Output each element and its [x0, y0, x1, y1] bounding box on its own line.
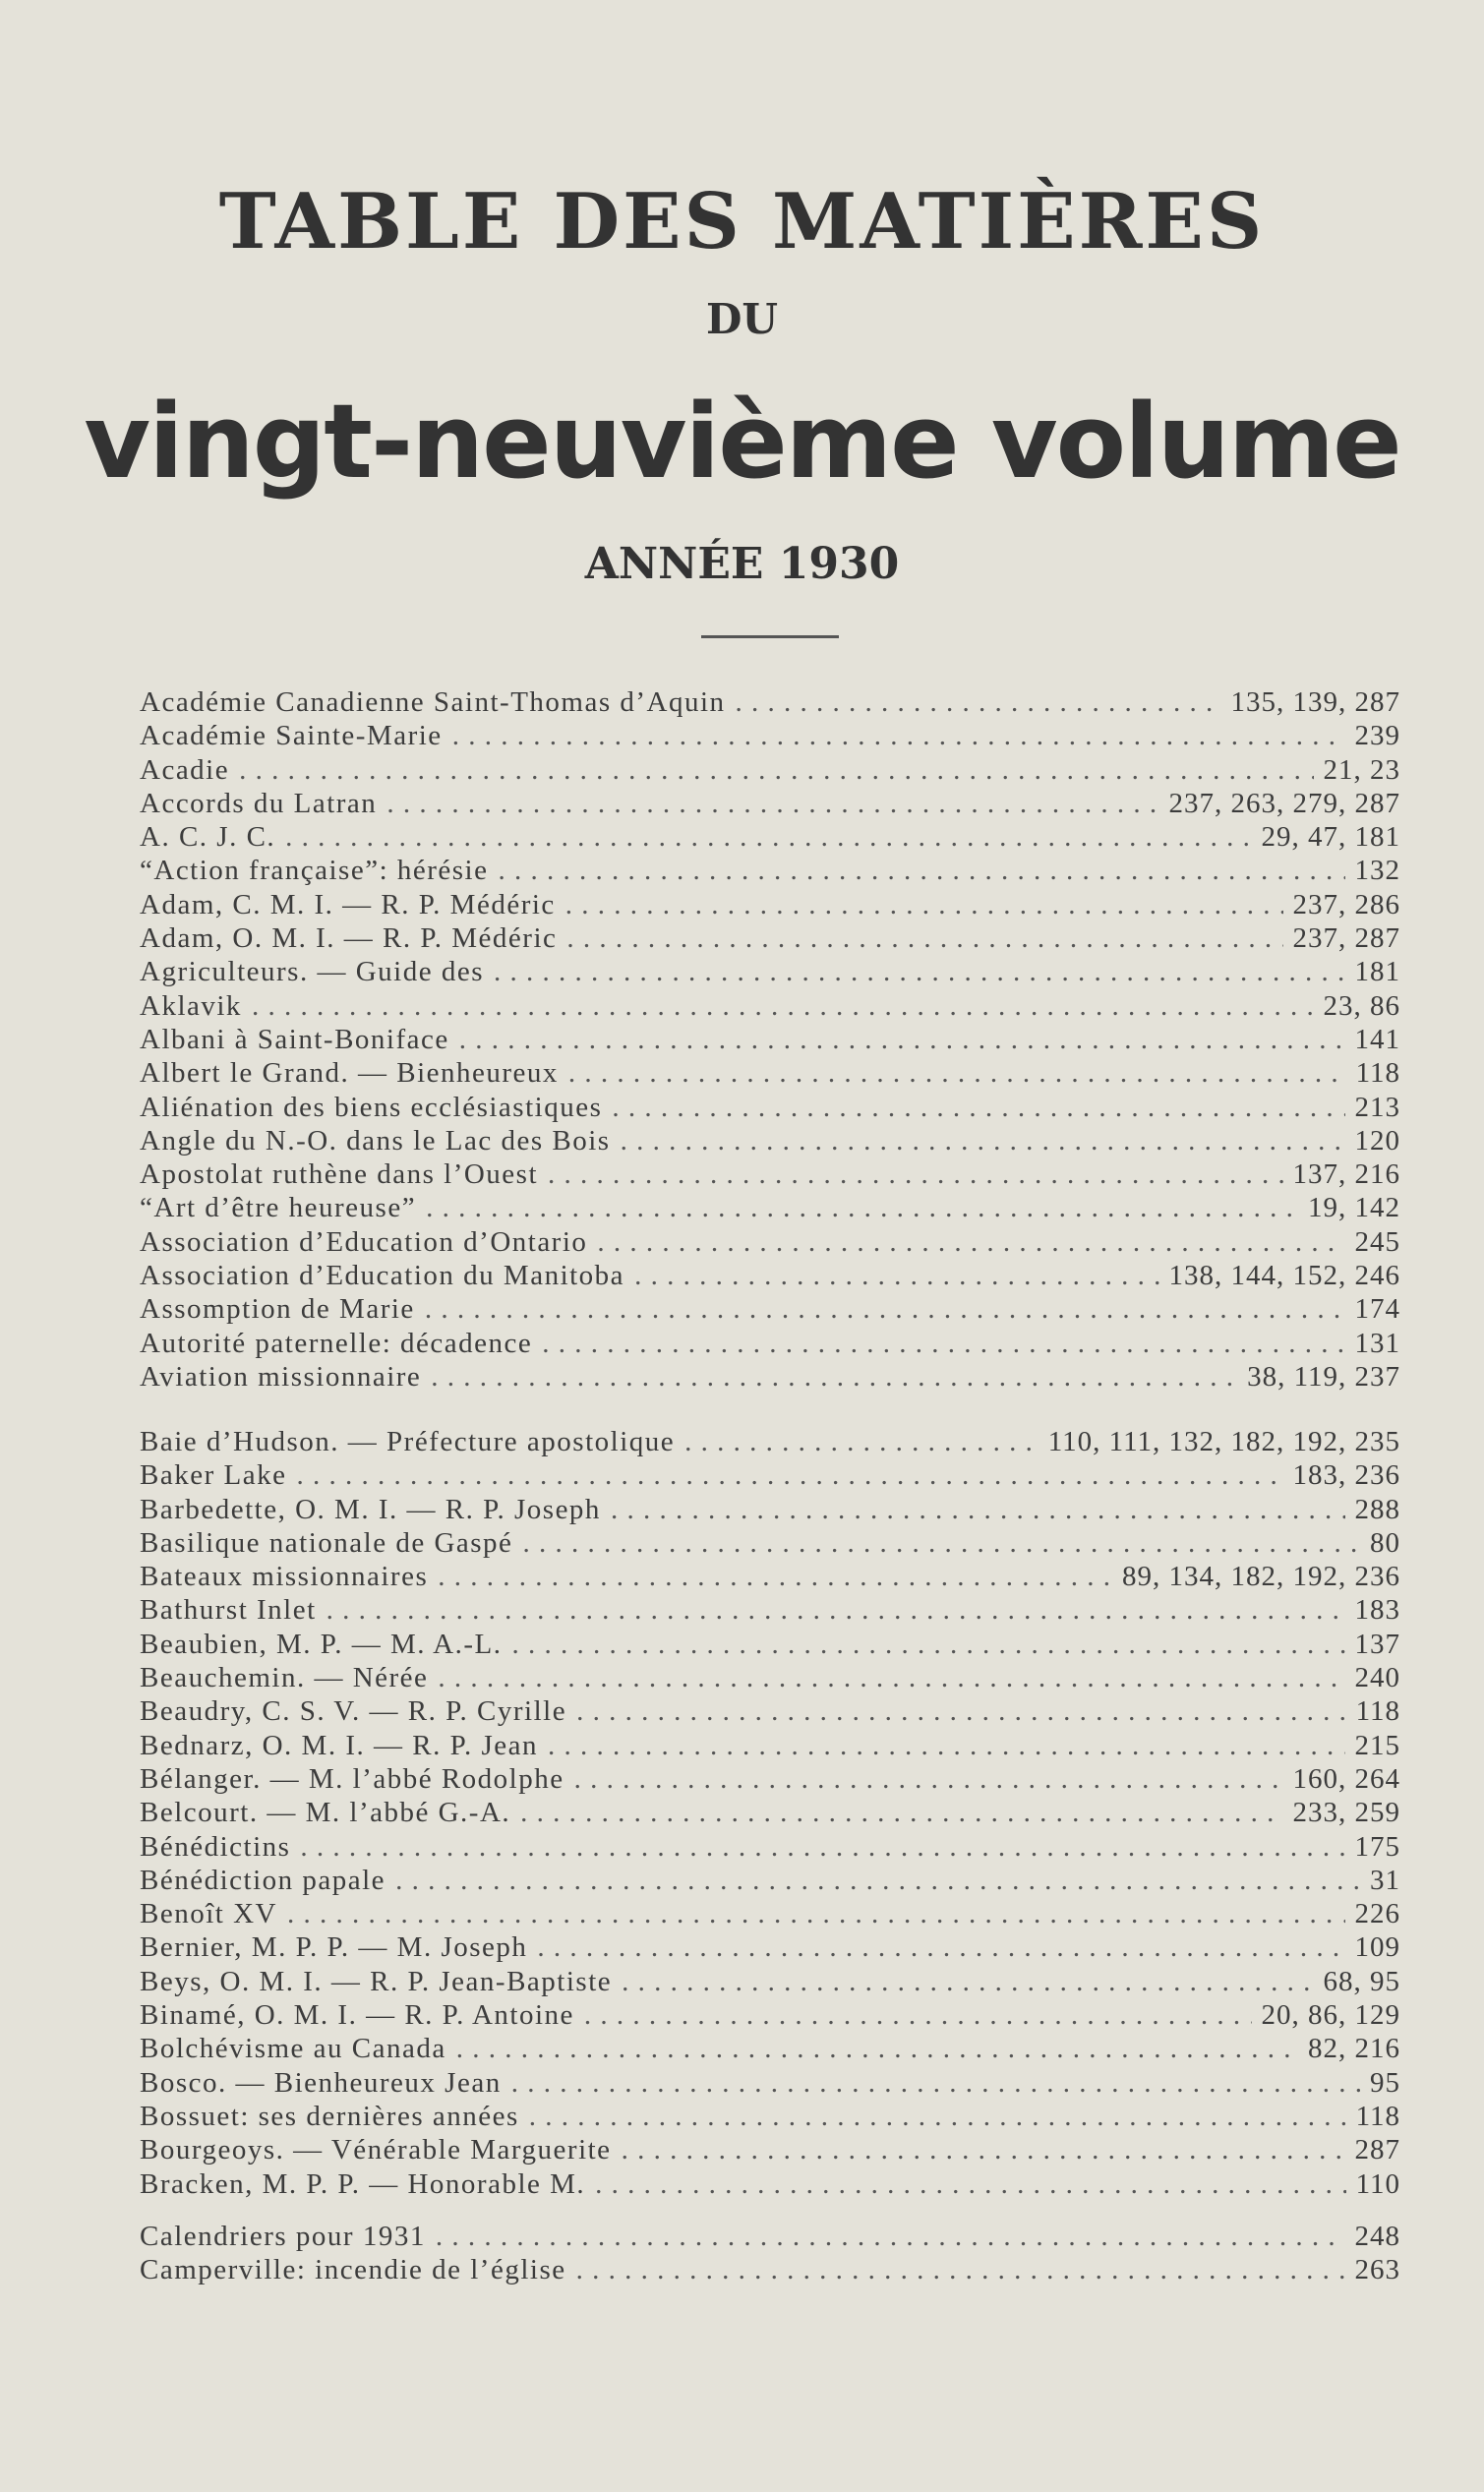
entry-page-numbers: 118	[1355, 2100, 1400, 2132]
entry-page-numbers: 233, 259	[1292, 1797, 1400, 1829]
index-entry	[140, 2168, 1400, 2202]
entry-page-numbers: 263	[1354, 2254, 1400, 2285]
dot-leader	[511, 1629, 1344, 1661]
entry-page-numbers: 38, 119, 237	[1247, 1360, 1400, 1393]
dot-leader	[611, 1494, 1345, 1526]
entry-page-numbers: 141	[1354, 1023, 1400, 1055]
entry-page-numbers: 137, 216	[1292, 1158, 1400, 1191]
dot-leader	[529, 2101, 1346, 2133]
entry-title: “Art d’être heureuse”	[140, 1192, 417, 1224]
index-entry	[140, 2134, 1400, 2167]
entry-title: Beaudry, C. S. V. — R. P. Cyrille	[140, 1695, 567, 1728]
entry-page-numbers: 213	[1354, 1091, 1400, 1123]
dot-leader	[511, 2067, 1360, 2100]
index-entry	[140, 1695, 1400, 1729]
entry-page-numbers: 109	[1354, 1931, 1400, 1964]
entry-page-numbers: 237, 263, 279, 287	[1168, 787, 1400, 819]
dot-leader	[622, 1966, 1313, 1998]
entry-title: Bernier, M. P. P. — M. Joseph	[140, 1931, 528, 1964]
entry-title: Association d’Education du Manitoba	[140, 1260, 625, 1292]
index-entry	[140, 956, 1400, 989]
dot-leader	[239, 754, 1313, 787]
index-entry	[140, 1494, 1400, 1527]
entry-page-numbers: 137	[1354, 1628, 1400, 1660]
dot-leader	[634, 1260, 1158, 1292]
entry-title: Belcourt. — M. l’abbé G.-A.	[140, 1797, 511, 1829]
entry-title: Baie d’Hudson. — Préfecture apostolique	[140, 1426, 676, 1457]
entry-title: Bossuet: ses dernières années	[140, 2100, 519, 2132]
entry-page-numbers: 89, 134, 182, 192, 236	[1122, 1561, 1400, 1593]
entry-title: Aklavik	[140, 989, 242, 1022]
entry-page-numbers: 23, 86	[1323, 989, 1400, 1022]
index-entry	[140, 1527, 1400, 1561]
entry-title: Benoît XV	[140, 1898, 277, 1930]
index-entry	[140, 1192, 1400, 1225]
dot-leader	[542, 1328, 1344, 1360]
index-section-c	[140, 2221, 1400, 2287]
dot-leader	[736, 686, 1221, 719]
entry-title: Bourgeoys. — Vénérable Marguerite	[140, 2134, 612, 2166]
title-connector: DU	[705, 295, 779, 343]
entry-page-numbers: 110, 111, 132, 182, 192, 235	[1047, 1426, 1400, 1457]
entry-title: Angle du N.-O. dans le Lac des Bois	[140, 1124, 611, 1157]
index-entry	[140, 788, 1400, 821]
index-entry	[140, 1865, 1400, 1898]
entry-page-numbers: 110	[1355, 2167, 1400, 2200]
entry-title: Barbedette, O. M. I. — R. P. Joseph	[140, 1493, 601, 1525]
entry-title: Camperville: incendie de l’église	[140, 2254, 566, 2285]
index-entry	[140, 1459, 1400, 1493]
entry-title: Calendriers pour 1931	[140, 2221, 426, 2252]
index-entry	[140, 1561, 1400, 1594]
index-entry	[140, 1730, 1400, 1763]
entry-page-numbers: 239	[1354, 720, 1400, 752]
index-entry	[140, 1158, 1400, 1192]
dot-leader	[565, 889, 1283, 921]
entry-title: Bolchévisme au Canada	[140, 2033, 446, 2065]
entry-title: Adam, C. M. I. — R. P. Médéric	[140, 888, 556, 920]
entry-title: Aliénation des biens ecclésiastiques	[140, 1091, 603, 1123]
index-entry	[140, 1426, 1400, 1459]
dot-leader	[584, 1999, 1252, 2032]
dot-leader	[684, 1426, 1039, 1458]
entry-page-numbers: 181	[1354, 956, 1400, 988]
dot-leader	[287, 1898, 1345, 1930]
index-entry	[140, 2067, 1400, 2101]
entry-title: Autorité paternelle: décadence	[140, 1327, 533, 1359]
dot-leader	[431, 1361, 1237, 1394]
dot-leader	[252, 990, 1314, 1023]
entry-page-numbers: 131	[1354, 1327, 1400, 1359]
dot-leader	[425, 1293, 1345, 1326]
entry-page-numbers: 20, 86, 129	[1261, 1999, 1400, 2032]
index-entry	[140, 2033, 1400, 2066]
entry-page-numbers: 287	[1354, 2134, 1400, 2166]
entry-page-numbers: 135, 139, 287	[1230, 686, 1400, 718]
index-entry	[140, 1328, 1400, 1361]
index-entry	[140, 1125, 1400, 1158]
entry-page-numbers: 160, 264	[1292, 1762, 1400, 1795]
index-entry	[140, 1260, 1400, 1293]
entry-page-numbers: 118	[1355, 1695, 1400, 1728]
entry-page-numbers: 68, 95	[1323, 1965, 1400, 1997]
entry-title: Bénédiction papale	[140, 1864, 386, 1896]
entry-title: Beys, O. M. I. — R. P. Jean-Baptiste	[140, 1965, 613, 1997]
index-entry	[140, 990, 1400, 1024]
entry-page-numbers: 174	[1354, 1293, 1400, 1326]
dot-leader	[612, 1092, 1344, 1124]
index-entry	[140, 686, 1400, 720]
index-entry	[140, 1594, 1400, 1628]
index-entry	[140, 2221, 1400, 2254]
dot-leader	[456, 2033, 1298, 2065]
entry-title: Bénédictins	[140, 1830, 291, 1863]
entry-page-numbers: 21, 23	[1323, 753, 1400, 786]
index-entry	[140, 754, 1400, 788]
dot-leader	[438, 1662, 1344, 1694]
dot-leader	[522, 1527, 1360, 1560]
dot-leader	[595, 2168, 1345, 2201]
dot-leader	[574, 1763, 1283, 1796]
entry-title: Beaubien, M. P. — M. A.-L.	[140, 1628, 503, 1660]
entry-page-numbers: 215	[1354, 1729, 1400, 1761]
entry-title: Aviation missionnaire	[140, 1360, 422, 1393]
entry-page-numbers: 175	[1354, 1830, 1400, 1863]
entry-title: A. C. J. C.	[140, 821, 276, 854]
index-entry	[140, 720, 1400, 753]
dot-leader	[537, 1931, 1344, 1964]
entry-page-numbers: 138, 144, 152, 246	[1168, 1260, 1400, 1292]
entry-page-numbers: 237, 286	[1292, 888, 1400, 920]
entry-title: Académie Sainte-Marie	[140, 720, 443, 752]
index-entry	[140, 1361, 1400, 1394]
index-entry	[140, 1092, 1400, 1125]
index-entry	[140, 1898, 1400, 1931]
dot-leader	[386, 788, 1158, 820]
entry-page-numbers: 245	[1354, 1225, 1400, 1258]
entry-page-numbers: 240	[1354, 1662, 1400, 1694]
dot-leader	[436, 2221, 1345, 2253]
entry-title: Assomption de Marie	[140, 1293, 415, 1326]
dot-leader	[438, 1561, 1112, 1593]
entry-title: “Action française”: hérésie	[140, 855, 489, 887]
index-entry	[140, 1797, 1400, 1830]
dot-leader	[622, 2134, 1345, 2166]
index-entry	[140, 1662, 1400, 1695]
entry-title: Bracken, M. P. P. — Honorable M.	[140, 2167, 586, 2200]
dot-leader	[566, 922, 1282, 955]
entry-page-numbers: 19, 142	[1308, 1192, 1400, 1224]
entry-title: Binamé, O. M. I. — R. P. Antoine	[140, 1999, 574, 2032]
entry-title: Bateaux missionnaires	[140, 1561, 429, 1593]
dot-leader	[576, 1695, 1346, 1728]
entry-title: Bosco. — Bienheureux Jean	[140, 2066, 502, 2099]
index-entry	[140, 855, 1400, 888]
entry-page-numbers: 183, 236	[1292, 1459, 1400, 1492]
title-divider	[701, 635, 839, 638]
entry-page-numbers: 237, 287	[1292, 922, 1400, 955]
index-entry	[140, 1999, 1400, 2033]
entry-title: Adam, O. M. I. — R. P. Médéric	[140, 922, 558, 955]
dot-leader	[285, 821, 1251, 854]
dot-leader	[621, 1125, 1345, 1157]
entry-page-numbers: 248	[1354, 2221, 1400, 2252]
dot-leader	[597, 1226, 1344, 1259]
entry-title: Acadie	[140, 753, 230, 786]
index-section-b	[140, 1426, 1400, 2202]
index-entry	[140, 1831, 1400, 1865]
index-entry	[140, 1024, 1400, 1057]
entry-page-numbers: 29, 47, 181	[1261, 821, 1400, 854]
dot-leader	[296, 1459, 1282, 1492]
entry-page-numbers: 80	[1370, 1526, 1400, 1559]
index-entry	[140, 1293, 1400, 1327]
entry-title: Académie Canadienne Saint-Thomas d’Aquin	[140, 686, 726, 718]
volume-title: vingt-neuvième volume	[84, 382, 1400, 502]
index-entry	[140, 1966, 1400, 1999]
dot-leader	[520, 1797, 1282, 1829]
entry-title: Agriculteurs. — Guide des	[140, 956, 484, 988]
entry-page-numbers: 31	[1370, 1864, 1400, 1896]
entry-page-numbers: 82, 216	[1308, 2033, 1400, 2065]
dot-leader	[494, 956, 1345, 988]
entry-title: Albani à Saint-Boniface	[140, 1023, 449, 1055]
dot-leader	[548, 1730, 1344, 1762]
index-entry	[140, 1763, 1400, 1797]
index-entry	[140, 1057, 1400, 1091]
entry-title: Bélanger. — M. l’abbé Rodolphe	[140, 1762, 564, 1795]
index-entry	[140, 2254, 1400, 2287]
entry-title: Basilique nationale de Gaspé	[140, 1526, 513, 1559]
index-entry	[140, 889, 1400, 922]
entry-page-numbers: 95	[1370, 2066, 1400, 2099]
entry-title: Baker Lake	[140, 1459, 287, 1492]
index-entry	[140, 1226, 1400, 1260]
entry-title: Beauchemin. — Nérée	[140, 1662, 429, 1694]
year-heading: ANNÉE 1930	[584, 539, 900, 589]
dot-leader	[568, 1057, 1346, 1090]
index-entry	[140, 922, 1400, 956]
dot-leader	[548, 1158, 1282, 1191]
dot-leader	[426, 1192, 1298, 1224]
entry-title: Bednarz, O. M. I. — R. P. Jean	[140, 1729, 539, 1761]
entry-page-numbers: 226	[1354, 1898, 1400, 1930]
entry-page-numbers: 132	[1354, 855, 1400, 887]
dot-leader	[576, 2254, 1345, 2286]
index-entry	[140, 1629, 1400, 1662]
index-entry	[140, 1931, 1400, 1965]
entry-title: Apostolat ruthène dans l’Ouest	[140, 1158, 539, 1191]
dot-leader	[452, 720, 1345, 752]
dot-leader	[499, 855, 1345, 887]
entry-page-numbers: 120	[1354, 1124, 1400, 1157]
dot-leader	[395, 1865, 1360, 1897]
entry-title: Accords du Latran	[140, 787, 378, 819]
entry-page-numbers: 118	[1355, 1057, 1400, 1090]
page-title: TABLE DES MATIÈRES	[218, 177, 1266, 267]
index-section-a	[140, 686, 1400, 1394]
index-entry	[140, 2101, 1400, 2134]
entry-title: Albert le Grand. — Bienheureux	[140, 1057, 559, 1090]
entry-title: Bathurst Inlet	[140, 1594, 317, 1627]
dot-leader	[300, 1831, 1344, 1864]
dot-leader	[459, 1024, 1345, 1056]
index-entry	[140, 821, 1400, 855]
entry-page-numbers: 288	[1354, 1493, 1400, 1525]
dot-leader	[326, 1594, 1345, 1627]
entry-page-numbers: 183	[1354, 1594, 1400, 1627]
entry-title: Association d’Education d’Ontario	[140, 1225, 588, 1258]
